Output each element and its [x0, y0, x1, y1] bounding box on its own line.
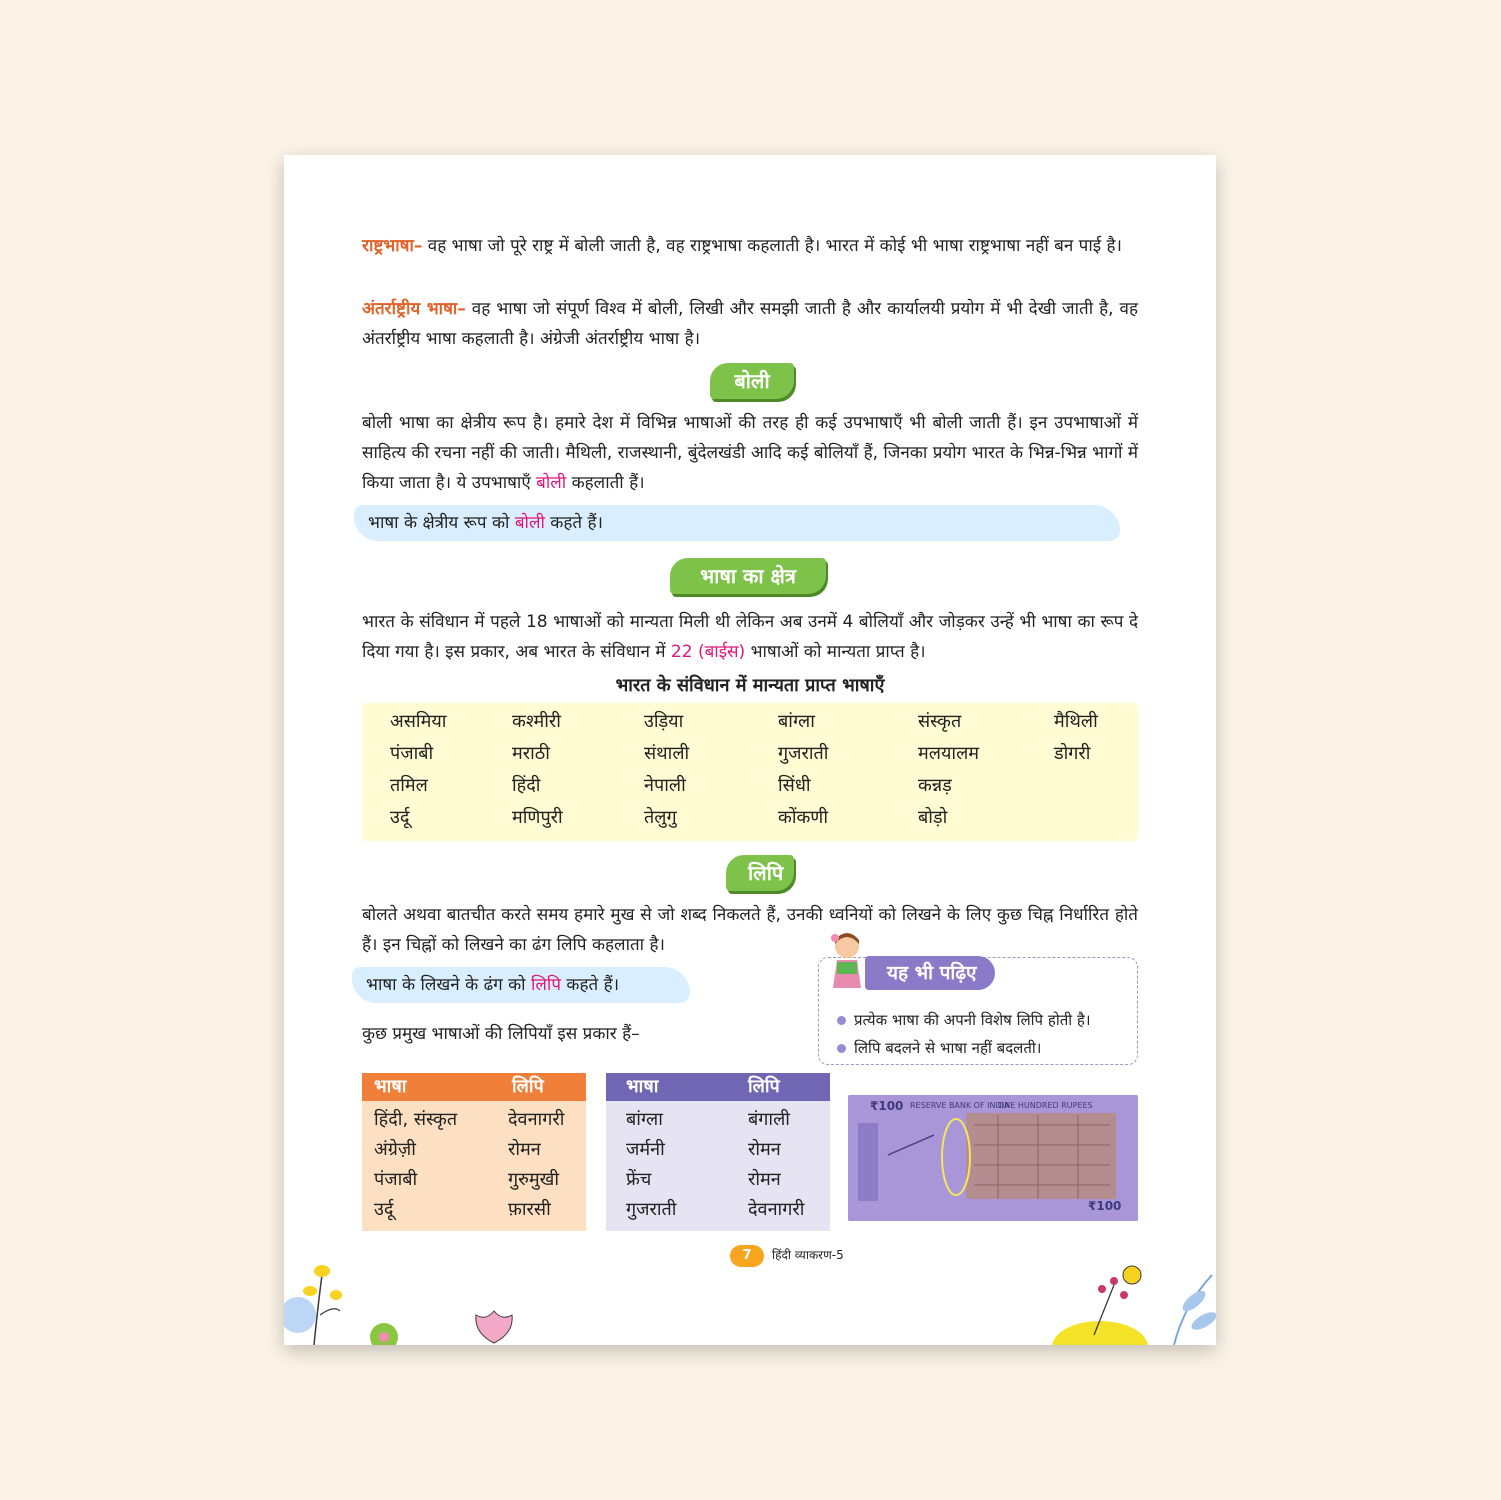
- read-also-bullet-text: प्रत्येक भाषा की अपनी विशेष लिपि होती है।: [854, 1011, 1091, 1029]
- kshetra-paragraph: [362, 607, 1138, 667]
- language-cell: बोड़ो: [918, 807, 948, 828]
- table-cell: देवनागरी: [508, 1109, 565, 1130]
- boli-note-text: भाषा के क्षेत्रीय रूप को: [368, 513, 515, 533]
- bullet-dot-icon: [837, 1044, 846, 1053]
- table-cell: फ़ारसी: [508, 1199, 551, 1220]
- recognised-languages-box: [362, 703, 1138, 841]
- lipi-note-highlight: लिपि: [531, 975, 561, 995]
- boli-note-end: कहते हैं।: [544, 513, 603, 533]
- table-cell: बांग्ला: [626, 1109, 663, 1130]
- table-cell: गुजराती: [626, 1199, 677, 1220]
- antarrashtriya-text: वह भाषा जो संपूर्ण विश्व में बोली, लिखी और समझी जाती है और कार्यालयी प्रयोग में भी देखी जाती है, वह अंतर्राष्ट्रीय भाषा कहलाती है। अंग्रेजी अंतर्राष्ट्रीय भाषा है।: [362, 299, 1138, 349]
- book-title: हिंदी व्याकरण-5: [772, 1248, 844, 1262]
- boli-definition-note: [354, 505, 1120, 541]
- language-cell: कन्नड़: [918, 775, 952, 796]
- rashtrabhasha-term: राष्ट्रभाषा–: [362, 236, 423, 256]
- bullet-dot-icon: [837, 1016, 846, 1025]
- table-1-header: [362, 1073, 586, 1101]
- boli-note-highlight: बोली: [514, 513, 545, 533]
- boli-para-text: बोली भाषा का क्षेत्रीय रूप है। हमारे देश में विभिन्न भाषाओं की तरह ही कई उपभाषाएँ भी बोली जाती हैं। इन उपभाषाओं में साहित्य की रचना नहीं की जाती। मैथिली, राजस्थानी, बुंदेलखंडी आदि कई बोलियाँ हैं, जिनका प्रयोग भारत के भिन्न-भिन्न भागों में किया जाता है। ये उपभाषाएँ: [362, 413, 1139, 493]
- language-cell: उड़िया: [644, 711, 684, 732]
- table-cell: फ्रेंच: [626, 1169, 652, 1190]
- table-cell: पंजाबी: [374, 1169, 418, 1190]
- boli-para-end: कहलाती हैं।: [566, 473, 645, 493]
- table-cell: रोमन: [748, 1169, 781, 1190]
- lipi-intro: कुछ प्रमुख भाषाओं की लिपियाँ इस प्रकार हैं–: [362, 1024, 640, 1044]
- note-denomination: ₹100: [870, 1099, 904, 1113]
- script-table-1: [362, 1073, 586, 1231]
- read-also-box: [818, 957, 1138, 1065]
- table-cell: रोमन: [748, 1139, 781, 1160]
- page-footer: [730, 1245, 844, 1267]
- script-table-2: [606, 1073, 830, 1231]
- language-cell: डोगरी: [1054, 743, 1091, 764]
- lipi-heading: लिपि: [726, 855, 794, 891]
- table-header-language: भाषा: [626, 1076, 659, 1097]
- rashtrabhasha-paragraph: [362, 231, 1138, 261]
- language-cell: संथाली: [644, 743, 690, 764]
- language-cell: उर्दू: [390, 807, 410, 828]
- language-cell: संस्कृत: [918, 711, 962, 732]
- antarrashtriya-term: अंतर्राष्ट्रीय भाषा–: [362, 299, 466, 319]
- table-header-script: लिपि: [748, 1076, 780, 1097]
- lipi-note-text: भाषा के लिखने के ढंग को: [366, 975, 531, 995]
- read-also-title: यह भी पढ़िए: [865, 956, 995, 990]
- language-cell: गुजराती: [778, 743, 829, 764]
- kshetra-heading: भाषा का क्षेत्र: [670, 558, 826, 594]
- table-header-script: लिपि: [512, 1076, 544, 1097]
- kshetra-para-highlight: 22 (बाईस): [670, 642, 746, 662]
- table-cell: देवनागरी: [748, 1199, 805, 1220]
- hundred-rupee-note-image: [848, 1095, 1138, 1221]
- table-cell: हिंदी, संस्कृत: [374, 1109, 458, 1130]
- note-words: ONE HUNDRED RUPEES: [998, 1101, 1093, 1110]
- language-cell: तेलुगु: [644, 807, 677, 828]
- table-cell: जर्मनी: [626, 1139, 665, 1160]
- girl-reading-icon: [825, 930, 869, 990]
- language-cell: असमिया: [390, 711, 447, 732]
- boli-heading: बोली: [710, 363, 794, 399]
- read-also-bullet: [837, 1038, 1041, 1058]
- lipi-paragraph: बोलते अथवा बातचीत करते समय हमारे मुख से जो शब्द निकलते हैं, उनकी ध्वनियों को लिखने के लिए कुछ चिह्न निर्धारित होते हैं। इन चिह्नों को लिखने का ढंग लिपि कहलाता है।: [362, 905, 1138, 955]
- language-cell: तमिल: [390, 775, 428, 796]
- textbook-page: [284, 155, 1216, 1345]
- lipi-note-end: कहते हैं।: [561, 975, 620, 995]
- table-header-language: भाषा: [374, 1076, 407, 1097]
- language-cell: पंजाबी: [390, 743, 434, 764]
- boli-para-highlight: बोली: [536, 473, 567, 493]
- page-number: 7: [730, 1245, 764, 1267]
- language-cell: कोंकणी: [778, 807, 828, 828]
- kshetra-para-end: भाषाओं को मान्यता प्राप्त है।: [745, 642, 926, 662]
- table-2-body: [606, 1101, 830, 1231]
- note-denomination-bottom: ₹100: [1088, 1199, 1122, 1213]
- table-2-header: [606, 1073, 830, 1101]
- language-cell: मलयालम: [918, 743, 980, 764]
- flower-decoration-right-icon: [1044, 1255, 1216, 1345]
- rashtrabhasha-text: वह भाषा जो पूरे राष्ट्र में बोली जाती है, वह राष्ट्रभाषा कहलाती है। भारत में कोई भी भाषा राष्ट्रभाषा नहीं बन पाई है।: [422, 236, 1122, 256]
- kshetra-para-text: भारत के संविधान में पहले 18 भाषाओं को मान्यता मिली थी लेकिन अब उनमें 4 बोलियाँ और जोड़कर उन्हें भी भाषा का रूप दे दिया गया है। इस प्रकार, अब भारत के संविधान में: [362, 612, 1138, 662]
- language-cell: मणिपुरी: [512, 807, 563, 828]
- language-cell: हिंदी: [512, 775, 541, 796]
- lipi-definition-note: [352, 967, 690, 1003]
- flower-decoration-left-icon: [284, 1255, 424, 1345]
- table-cell: रोमन: [508, 1139, 541, 1160]
- read-also-bullet: [837, 1010, 1091, 1030]
- language-cell: कश्मीरी: [512, 711, 561, 732]
- boli-paragraph: [362, 408, 1138, 498]
- table-cell: अंग्रेज़ी: [374, 1139, 416, 1160]
- pink-flower-icon: [464, 1303, 524, 1345]
- language-cell: मैथिली: [1054, 711, 1098, 732]
- table-cell: उर्दू: [374, 1199, 394, 1220]
- table-1-body: [362, 1101, 586, 1231]
- table-cell: गुरुमुखी: [508, 1169, 560, 1190]
- read-also-bullet-text: लिपि बदलने से भाषा नहीं बदलती।: [854, 1039, 1042, 1057]
- languages-table-title: भारत के संविधान में मान्यता प्राप्त भाषाएँ: [615, 675, 885, 696]
- note-bank-name: RESERVE BANK OF INDIA: [910, 1101, 1010, 1110]
- language-cell: नेपाली: [644, 775, 686, 796]
- table-cell: बंगाली: [748, 1109, 790, 1130]
- language-cell: सिंधी: [778, 775, 811, 796]
- antarrashtriya-paragraph: [362, 294, 1138, 354]
- language-cell: बांग्ला: [778, 711, 815, 732]
- language-cell: मराठी: [512, 743, 550, 764]
